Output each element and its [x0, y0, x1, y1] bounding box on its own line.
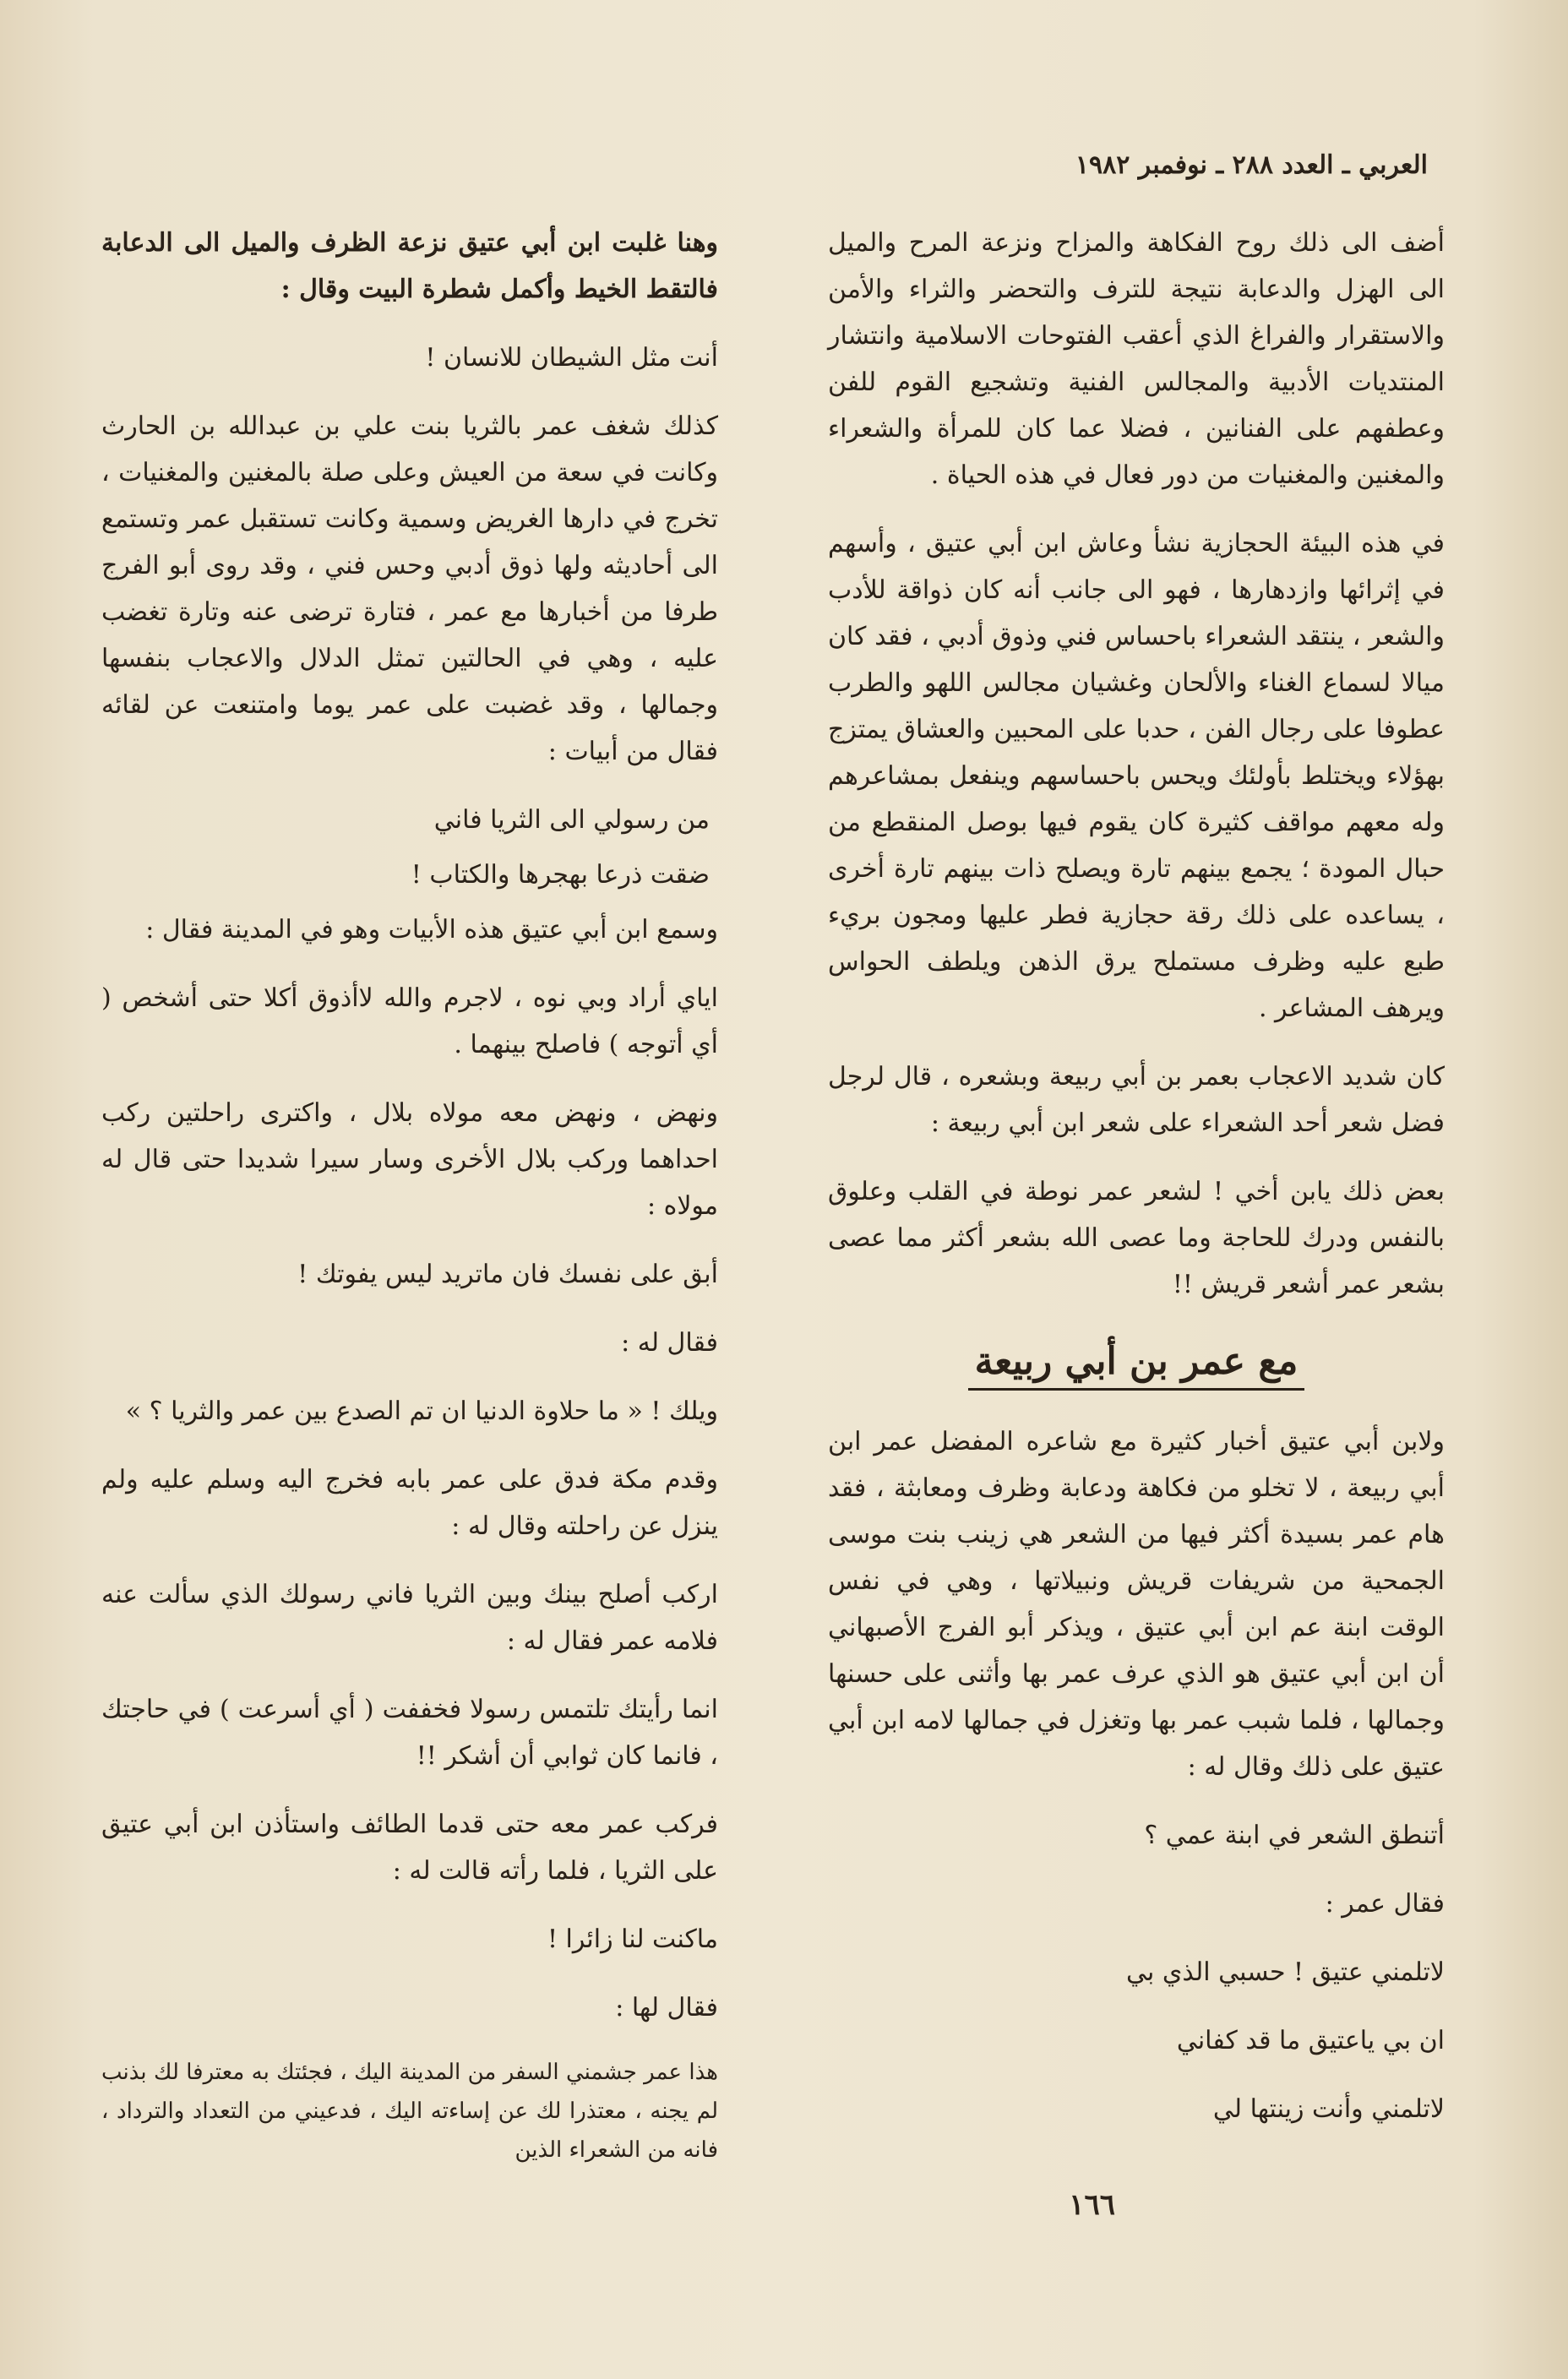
paragraph: فقال لها : [615, 1993, 718, 2022]
paragraph: كذلك شغف عمر بالثريا بنت علي بن عبدالله بن الحارث وكانت في سعة من العيش وعلى صلة بالمغنين والمغنيات ، تخرج في دارها الغريض وسمية وكانت تستقبل عمر وتستمع الى أحاديثه ولها ذوق أدبي وحس فني ، وقد روى أبو الفرج طرفا من أخبارها مع عمر ، فتارة ترضى عنه وتارة تغضب عليه ، وهي في الحالتين تمثل الدلال والاعجاب بنفسها وجمالها ، وقد غضبت على عمر يوما وامتنعت عن لقائه فقال من أبيات : [101, 411, 718, 766]
verse-line: لاتلمني وأنت زينتها لي [1212, 2094, 1445, 2124]
quote: أنت مثل الشيطان للانسان ! [425, 343, 718, 373]
quote: هذا عمر جشمني السفر من المدينة اليك ، فجئتك به معترفا لك بذنب لم يجنه ، معتذرا لك عن إساءته اليك ، فدعيني من التعداد والترداد ، فانه من الشعراء الذين [101, 2060, 718, 2163]
paragraph: كان شديد الاعجاب بعمر بن أبي ربيعة وبشعره ، قال لرجل فضل شعر أحد الشعراء على شعر ابن أبي ربيعة : [828, 1062, 1445, 1138]
quote: ويلك ! « ما حلاوة الدنيا ان تم الصدع بين عمر والثريا ؟ » [125, 1396, 718, 1426]
paragraph: فقال له : [621, 1328, 718, 1358]
quote: انما رأيتك تلتمس رسولا فخففت ( أي أسرعت ) في حاجتك ، فانما كان ثوابي أن أشكر !! [101, 1695, 718, 1771]
quote: فقال عمر : [1325, 1889, 1445, 1919]
section-title-text: مع عمر بن أبي ربيعة [968, 1340, 1305, 1391]
quote: أتنطق الشعر في ابنة عمي ؟ [1144, 1821, 1445, 1850]
paragraph: أضف الى ذلك روح الفكاهة والمزاح ونزعة المرح والميل الى الهزل والدعابة نتيجة للترف والتحضر والثراء والأمن والاستقرار والفراغ الذي أعقب الفتوحات الاسلامية وانتشار المنتديات الأدبية والمجالس الفنية وتشجيع القوم للفن وعطفهم على الفنانين ، فضلا عما كان للمرأة والشعراء والمغنين والمغنيات من دور فعال في هذه الحياة . [828, 228, 1445, 490]
paragraph: وقدم مكة فدق على عمر بابه فخرج اليه وسلم عليه ولم ينزل عن راحلته وقال له : [101, 1465, 718, 1541]
paragraph: ونهض ، ونهض معه مولاه بلال ، واكترى راحلتين ركب احداهما وركب بلال الأخرى وسار سيرا شديدا حتى قال له مولاه : [101, 1098, 718, 1221]
left-column [101, 220, 718, 2191]
paragraph: بعض ذلك يابن أخي ! لشعر عمر نوطة في القلب وعلوق بالنفس ودرك للحاجة وما عصى الله بشعر أكثر مما عصى بشعر عمر أشعر قريش !! [828, 1177, 1445, 1299]
running-head: العربي ـ العدد ٢٨٨ ـ نوفمبر ١٩٨٢ [1075, 150, 1428, 180]
verse [101, 797, 718, 843]
quote: اياي أراد وبي نوه ، لاجرم والله لاأذوق أكلا حتى أشخص ( أي أتوجه ) فاصلح بينهما . [101, 983, 718, 1059]
paragraph: وسمع ابن أبي عتيق هذه الأبيات وهو في المدينة فقال : [145, 915, 718, 945]
right-column [828, 220, 1445, 2154]
page-number: ١٦٦ [1069, 2188, 1115, 2222]
quote: ماكنت لنا زائرا ! [547, 1924, 718, 1954]
paragraph: فركب عمر معه حتى قدما الطائف واستأذن ابن أبي عتيق على الثريا ، فلما رأته قالت له : [101, 1810, 718, 1886]
section-title [828, 1338, 1445, 1385]
quote: اركب أصلح بينك وبين الثريا فاني رسولك الذي سألت عنه فلامه عمر فقال له : [101, 1580, 718, 1656]
verse-line: ان بي ياعتيق ما قد كفاني [1176, 2026, 1445, 2055]
paragraph: ولابن أبي عتيق أخبار كثيرة مع شاعره المفضل عمر ابن أبي ربيعة ، لا تخلو من فكاهة ودعابة وظرف ومعابثة ، فقد هام عمر بسيدة أكثر فيها من الشعر هي زينب بنت موسى الجمحية من شريفات قريش ونبيلاتها ، وهي في نفس الوقت ابنة عم ابن أبي عتيق ، ويذكر أبو الفرج الأصبهاني أن ابن أبي عتيق هو الذي عرف عمر بها وأثنى على حسنها وجمالها ، فلما شبب عمر بها وتغزل في جمالها لامه ابن أبي عتيق على ذلك وقال له : [828, 1427, 1445, 1782]
verse-hemistich: ضقت ذرعا بهجرها والكتاب ! [411, 860, 710, 890]
page-content [101, 127, 1445, 2323]
paragraph: وهنا غلبت ابن أبي عتيق نزعة الظرف والميل الى الدعابة فالتقط الخيط وأكمل شطرة البيت وقال : [101, 228, 718, 304]
verse [101, 852, 718, 898]
paragraph: في هذه البيئة الحجازية نشأ وعاش ابن أبي عتيق ، وأسهم في إثرائها وازدهارها ، فهو الى جانب أنه كان ذواقة للأدب والشعر ، ينتقد الشعراء باحساس فني وذوق أدبي ، فقد كان ميالا لسماع الغناء والألحان وغشيان مجالس اللهو والطرب عطوفا على رجال الفن ، حدبا على المحبين والعشاق يمتزج بهؤلاء ويختلط بأولئك ويحس باحساسهم وينفعل بمشاعرهم وله معهم مواقف كثيرة كان يقوم فيها بوصل المنقطع من حبال المودة ؛ يجمع بينهم تارة ويصلح ذات بينهم تارة أخرى ، يساعده على ذلك رقة حجازية فطر عليها ومجون بريء طبع عليه وظرف مستملح يرق الذهن ويلطف الحواس ويرهف المشاعر . [828, 529, 1445, 1023]
verse-hemistich: من رسولي الى الثريا فاني [433, 805, 710, 835]
verse-line: لاتلمني عتيق ! حسبي الذي بي [1126, 1957, 1445, 1987]
quote: أبق على نفسك فان ماتريد ليس يفوتك ! [297, 1260, 718, 1289]
